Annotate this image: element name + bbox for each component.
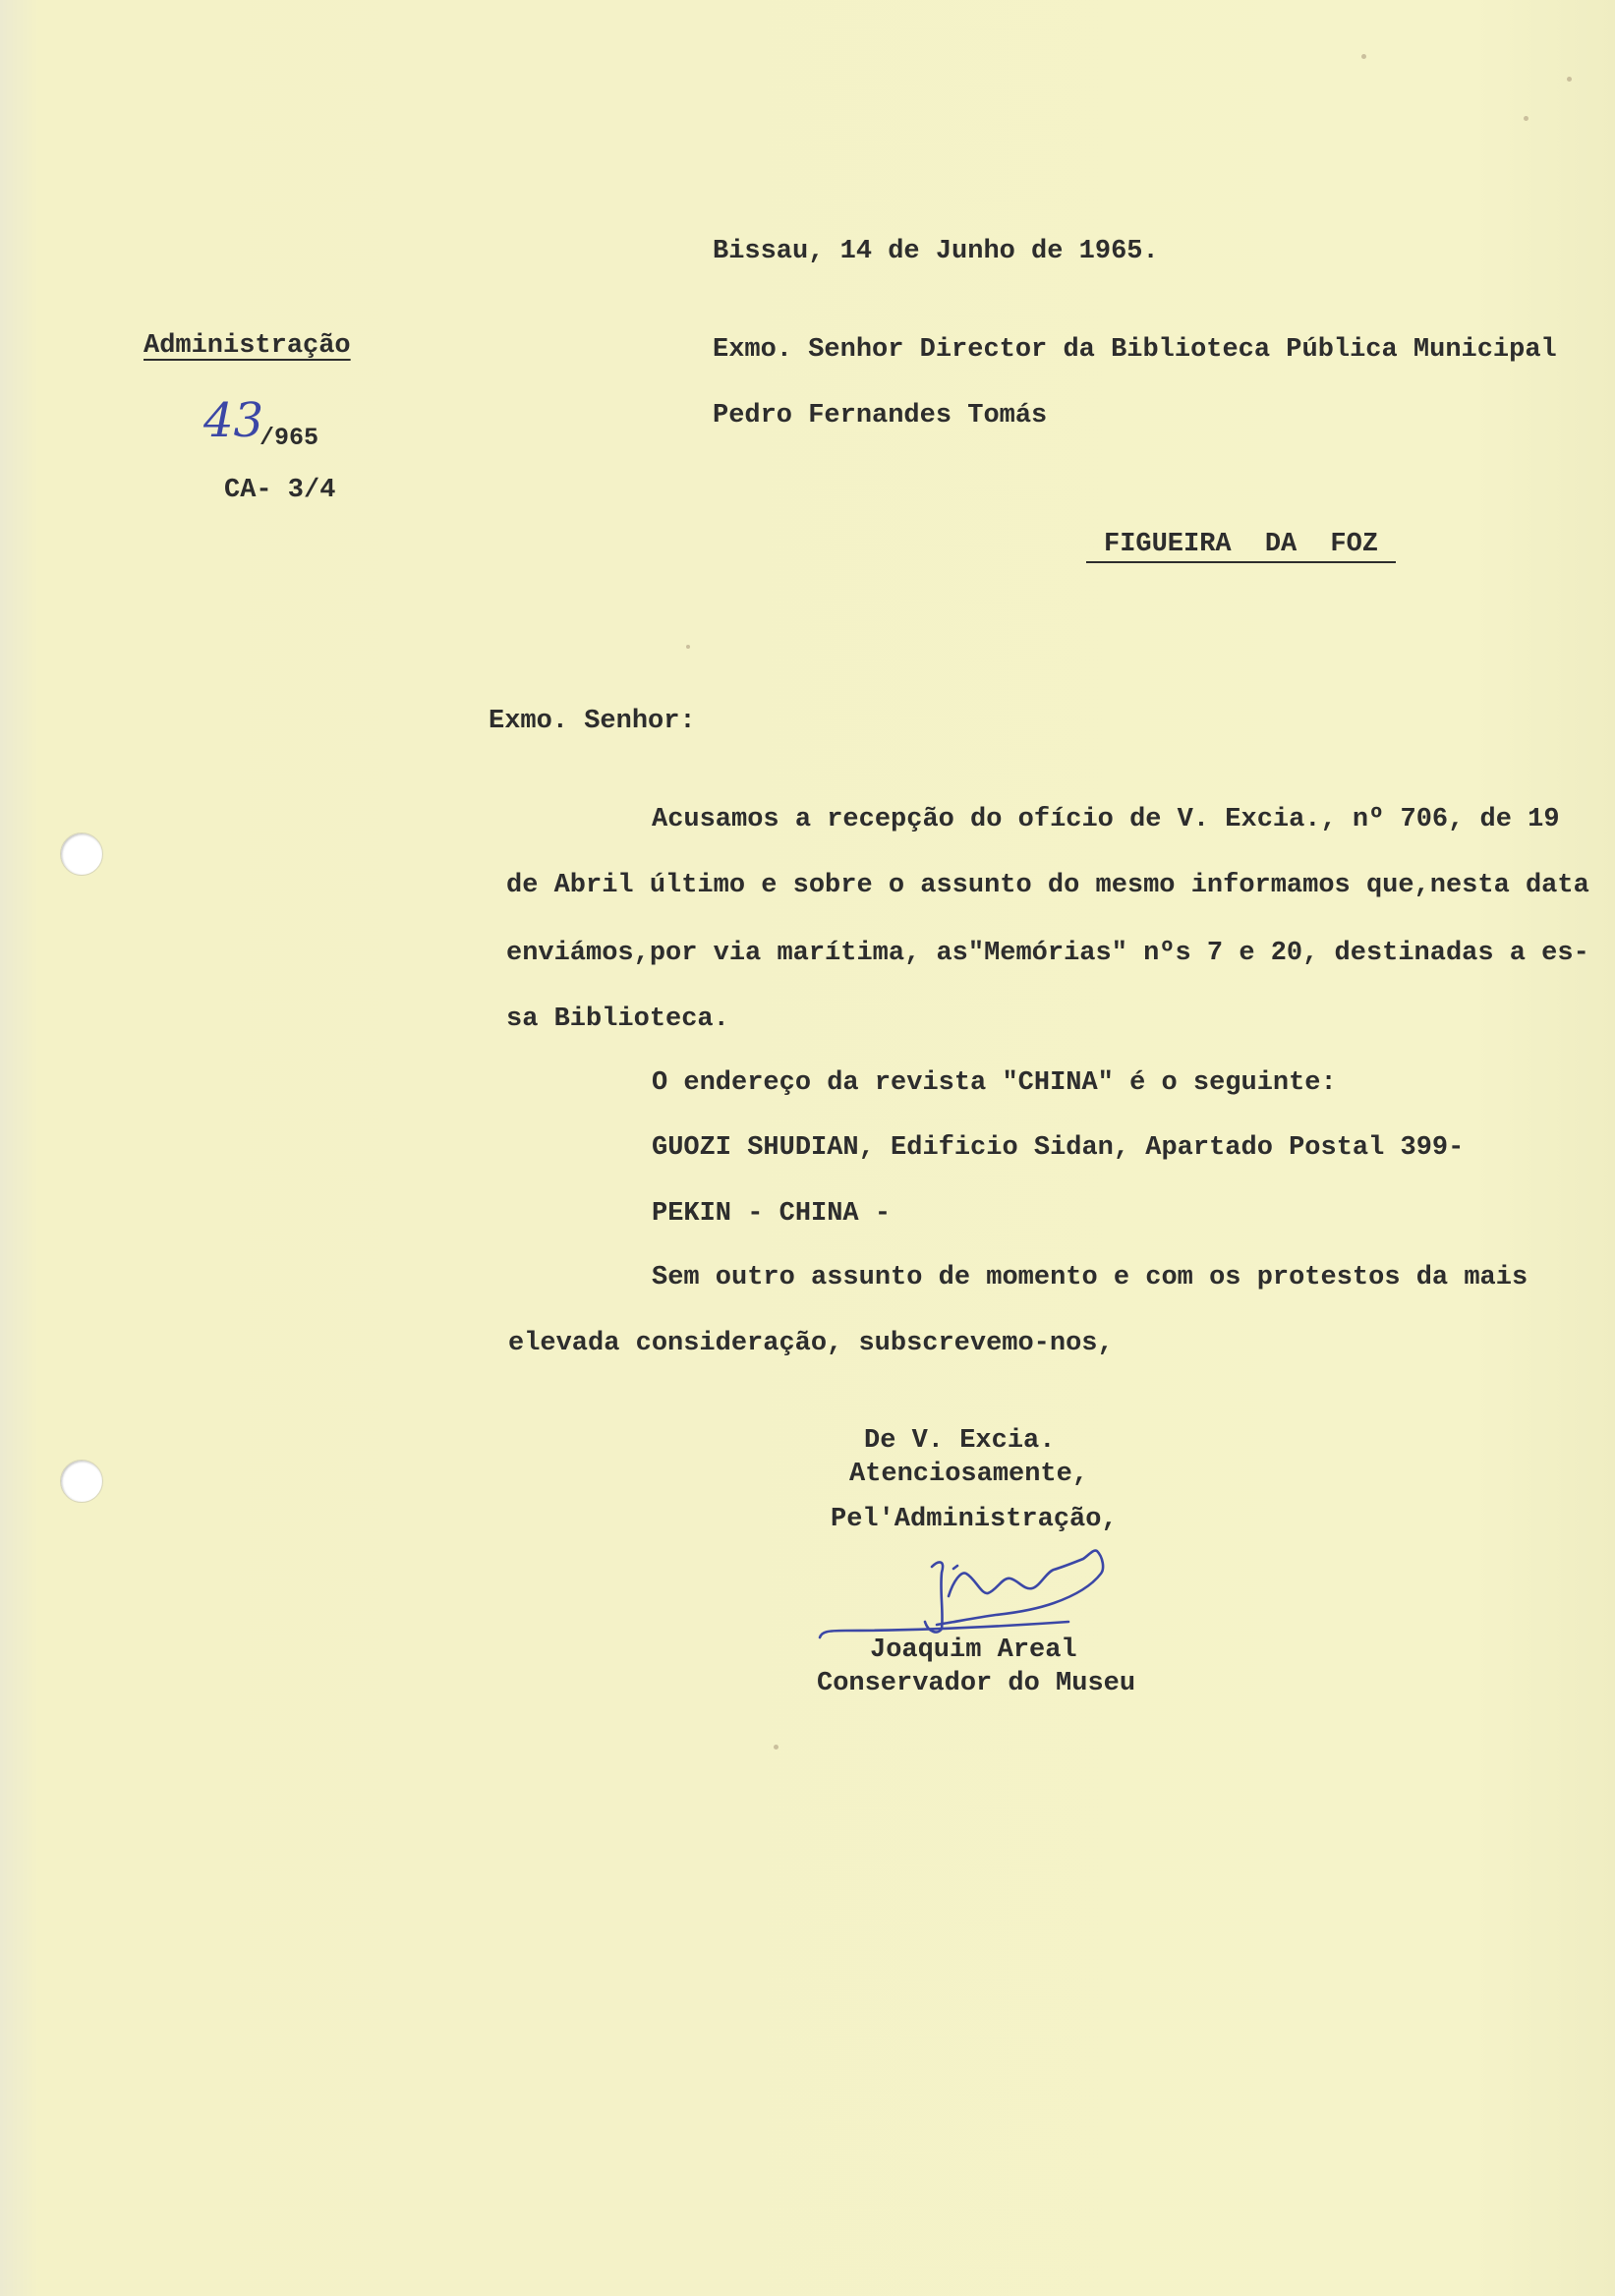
signatory-title: Conservador do Museu: [817, 1669, 1136, 1698]
paragraph-1-line-3: enviámos,por via marítima, as"Memórias" nºs 7 e 20, destinadas a es-: [506, 939, 1589, 968]
signature-stroke-dot: [953, 1566, 957, 1569]
closing-line-3: Pel'Administração,: [831, 1505, 1118, 1534]
punch-hole-bottom: [60, 1460, 103, 1503]
paper-speck: [1361, 54, 1366, 59]
paragraph-2-line-1: O endereço da revista "CHINA" é o seguinte:: [652, 1068, 1337, 1098]
punch-hole-top: [60, 832, 103, 876]
closing-line-1: De V. Excia.: [864, 1426, 1056, 1456]
paper-speck: [774, 1745, 779, 1750]
recipient-line-2: Pedro Fernandes Tomás: [713, 401, 1048, 430]
signatory-name: Joaquim Areal: [870, 1636, 1077, 1665]
reference-year: /965: [260, 424, 319, 452]
reference-handwritten-number: 43: [203, 393, 264, 448]
signature: [806, 1533, 1121, 1661]
paper-speck: [1524, 116, 1528, 121]
recipient-city: FIGUEIRA DA FOZ: [1086, 529, 1396, 563]
signature-stroke-initial: [925, 1562, 943, 1632]
paragraph-3-line-2: elevada consideração, subscrevemo-nos,: [508, 1329, 1114, 1358]
paragraph-1-line-4: sa Biblioteca.: [506, 1004, 729, 1034]
department-label: Administração: [144, 331, 351, 361]
paragraph-3-line-1: Sem outro assunto de momento e com os protestos da mais: [652, 1263, 1528, 1292]
signature-stroke-scribble: [937, 1551, 1103, 1625]
paragraph-1-line-2: de Abril último e sobre o assunto do mesmo informamos que,nesta data: [506, 871, 1589, 900]
salutation: Exmo. Senhor:: [489, 707, 696, 736]
place-date: Bissau, 14 de Junho de 1965.: [713, 237, 1159, 266]
paragraph-1-line-1: Acusamos a recepção do ofício de V. Excia., nº 706, de 19: [652, 805, 1560, 834]
paper-speck: [686, 645, 690, 649]
paper-speck: [1567, 77, 1572, 82]
recipient-line-1: Exmo. Senhor Director da Biblioteca Pública Municipal: [713, 335, 1557, 365]
reference-code: CA- 3/4: [224, 476, 336, 505]
closing-line-2: Atenciosamente,: [849, 1460, 1089, 1489]
address-line-1: GUOZI SHUDIAN, Edificio Sidan, Apartado Postal 399-: [652, 1133, 1465, 1163]
address-line-2: PEKIN - CHINA -: [652, 1199, 892, 1229]
